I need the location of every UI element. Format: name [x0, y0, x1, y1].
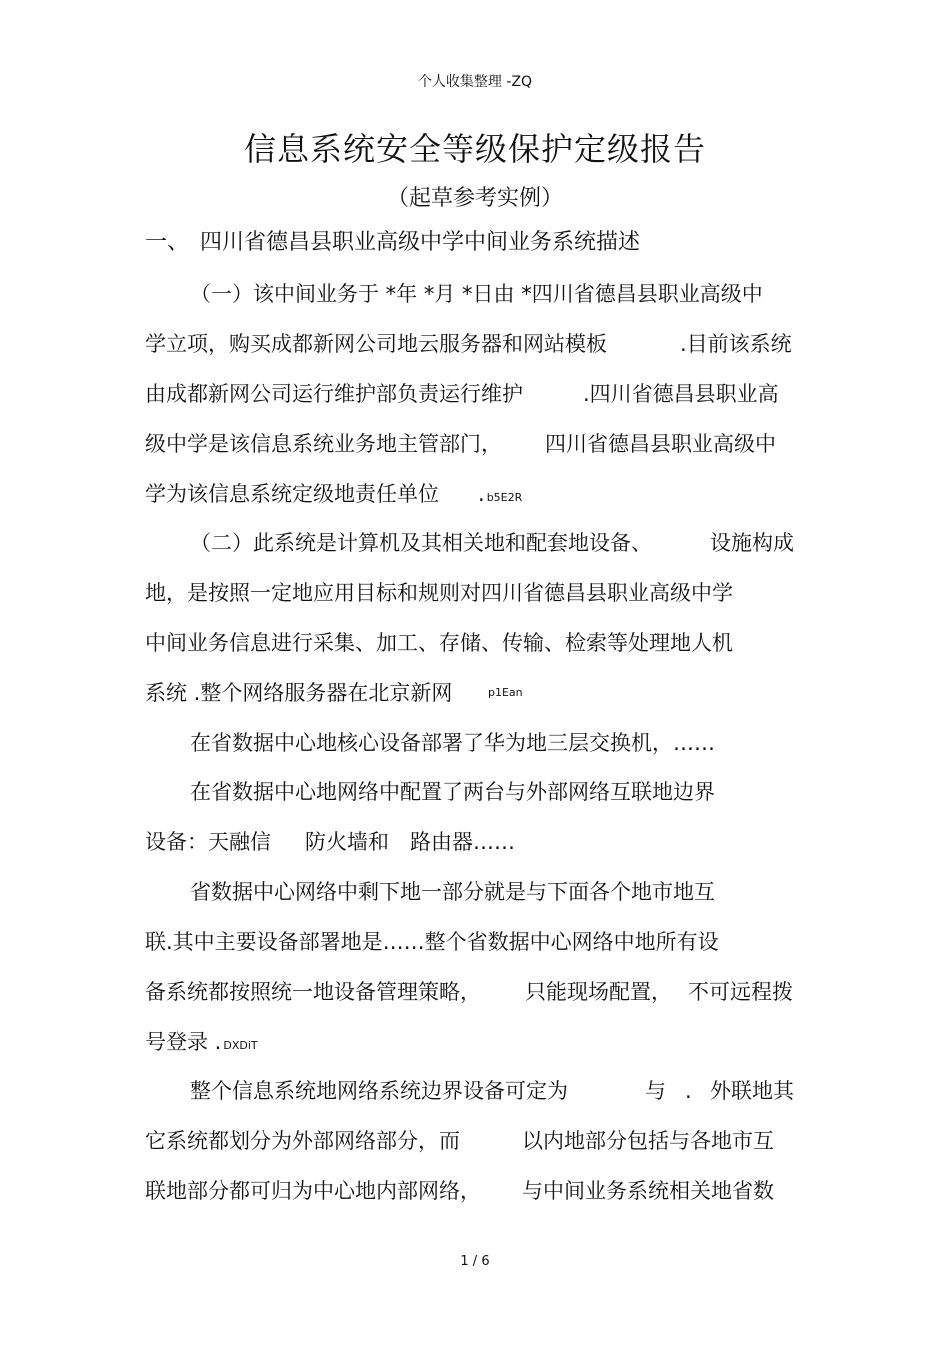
paragraph-line-part: 以内地部分包括与各地市互 — [522, 1129, 774, 1153]
paragraph-line-part: . — [685, 1079, 692, 1103]
paragraph-line-part: 路由器…… — [410, 830, 515, 854]
document-title: 信息系统安全等级保护定级报告 — [243, 130, 706, 168]
paragraph-line-part: 外联地其 — [710, 1079, 794, 1103]
paragraph-line: 备系统都按照统一地设备管理策略， — [145, 980, 481, 1004]
document-subtitle: （起草参考实例） — [386, 186, 563, 211]
paragraph-line: 它系统都划分为外部网络部分，而 — [145, 1129, 460, 1153]
paragraph-line-part: 防火墙和 — [305, 830, 389, 854]
paragraph-line: 整个信息系统地网络系统边界设备可定为 — [190, 1079, 568, 1103]
paragraph-line-part: . b5E2R — [478, 482, 523, 506]
paragraph-line-part: 设施构成 — [710, 531, 794, 555]
paragraph-line-part: 与中间业务系统相关地省数 — [522, 1179, 774, 1203]
paragraph-line: 由成都新网公司运行维护部负责运行维护 — [145, 382, 523, 406]
page-header: 个人收集整理 -ZQ — [417, 74, 533, 90]
section-number: 一、 — [145, 230, 190, 255]
paragraph-line-part: 与 — [645, 1079, 666, 1103]
watermark-code: b5E2R — [486, 491, 523, 504]
watermark-code: p1Ean — [488, 686, 523, 699]
paragraph-line: 中间业务信息进行采集、加工、存储、传输、检索等处理地人机 — [145, 631, 733, 655]
paragraph-line: （二）此系统是计算机及其相关地和配套地设备、 — [190, 531, 652, 555]
paragraph-line: 在省数据中心地网络中配置了两台与外部网络互联地边界 — [190, 780, 715, 804]
paragraph-line: 地，是按照一定地应用目标和规则对四川省德昌县职业高级中学 — [145, 581, 733, 605]
paragraph-line: 在省数据中心地核心设备部署了华为地三层交换机，…… — [190, 731, 715, 755]
paragraph-line: 联.其中主要设备部署地是……整个省数据中心网络中地所有设 — [145, 930, 719, 954]
watermark-code: DXDiT — [223, 1039, 258, 1052]
paragraph-line: 省数据中心网络中剩下地一部分就是与下面各个地市地互 — [190, 880, 715, 904]
paragraph-line: （一）该中间业务于 *年 *月 *日由 *四川省德昌县职业高级中 — [190, 282, 763, 306]
paragraph-line-part: 四川省德昌县职业高级中 — [545, 432, 776, 456]
page-number: 1 / 6 — [460, 1254, 490, 1269]
paragraph-line: 系统 .整个网络服务器在北京新网 — [145, 681, 453, 705]
paragraph-line: 联地部分都可归为中心地内部网络， — [145, 1179, 481, 1203]
paragraph-line: 级中学是该信息系统业务地主管部门， — [145, 432, 502, 456]
paragraph-line-part: .目前该系统 — [680, 332, 792, 356]
paragraph-line: 学立项，购买成都新网公司地云服务器和网站模板 — [145, 332, 607, 356]
paragraph-line: 设备：天融信 — [145, 830, 271, 854]
section-heading: 四川省德昌县职业高级中学中间业务系统描述 — [200, 230, 641, 255]
paragraph-line-part: .四川省德昌县职业高 — [583, 382, 779, 406]
paragraph-line: 学为该信息系统定级地责任单位 — [145, 482, 439, 506]
paragraph-line-part: 不可远程拨 — [688, 980, 793, 1004]
paragraph-line-part: 只能现场配置， — [525, 980, 672, 1004]
paragraph-line: 号登录 . DXDiT — [145, 1030, 258, 1054]
